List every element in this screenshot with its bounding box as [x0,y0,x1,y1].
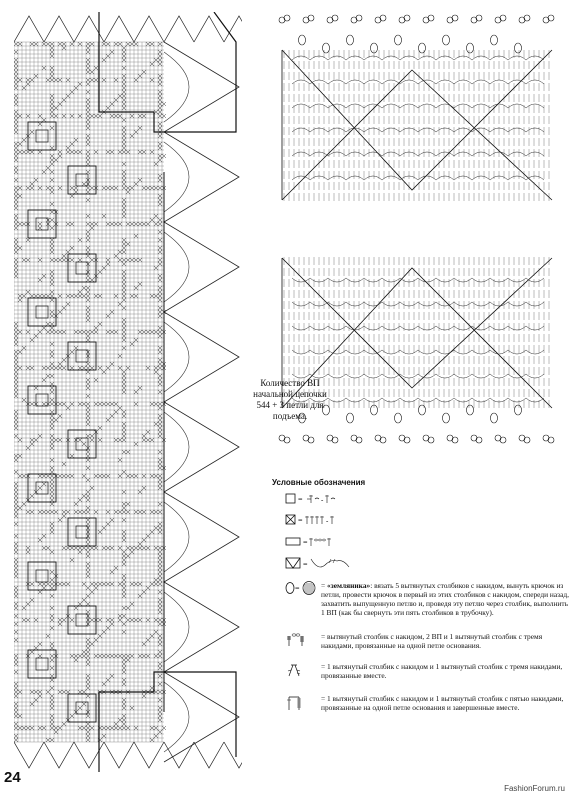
chain-count-note [242,378,338,422]
five-yarn-icon [285,694,309,712]
svg-text:=: = [295,584,300,593]
strawberry-term: «земляника» [327,581,371,590]
svg-text:-: - [326,517,329,525]
strawberry-description: = «земляника»: вязать 5 вытянутых столбиков с накидом, вынуть крючок из петли, провести крючок в первый из этих столбиков с накидом, спереди назад, захватить выпущенную петлю и, проведя эту петлю через столбик, выполнить 1 ВП (как бы свернуть эти пять столбиков в трубочку). [321,581,569,617]
chain-note-line-3: 544 + 3 петли для [256,400,324,410]
v-mesh-icon [285,557,375,571]
strawberry-stitch-icon [285,581,319,595]
main-filet-chart [14,12,242,772]
chain-rect-icon [285,536,365,548]
two-together-description: = 1 вытянутый столбик с накидом и 1 вытянутый столбик с тремя накидами, провязанные вместе. [321,662,563,680]
svg-text:=: = [298,516,303,525]
edging-chart-top [262,10,560,222]
svg-text:=: = [303,560,308,569]
watermark: FashionForum.ru [504,784,565,793]
page-number: 24 [4,769,21,786]
svg-text:=: = [298,495,303,504]
double-stitch-chain-icon [285,632,309,648]
svg-text:=: = [303,538,308,547]
svg-text:-: - [321,496,324,504]
filled-square-icon [285,514,365,526]
legend-title: Условные обозначения [272,478,366,487]
open-square-icon [285,493,365,505]
chain-note-line-4: подъема. [272,411,308,421]
five-yarn-description: = 1 вытянутый столбик с накидом и 1 вытянутый столбик с пятью накидами, провязанные на одной петле основания и завершенные вместе. [321,694,564,712]
triple-chain-description: = вытянутый столбик с накидом, 2 ВП и 1 вытянутый столбик с тремя накидами, провязанные на одной петле основания. [321,632,543,650]
chain-note-line-1: Количество ВП [260,378,320,388]
chain-note-line-2: начальной цепочки [253,389,327,399]
two-together-icon [285,662,309,678]
strawberry-text: : вязать 5 вытянутых столбиков с накидом, вынуть крючок из петли, провести крючок в первый из этих столбиков с накидом, спереди назад, захватить выпущенную петлю и, проведя эту петлю через столбик, выполнить 1 ВП (как бы свернуть эти пять столбиков в трубочку). [321,581,569,617]
